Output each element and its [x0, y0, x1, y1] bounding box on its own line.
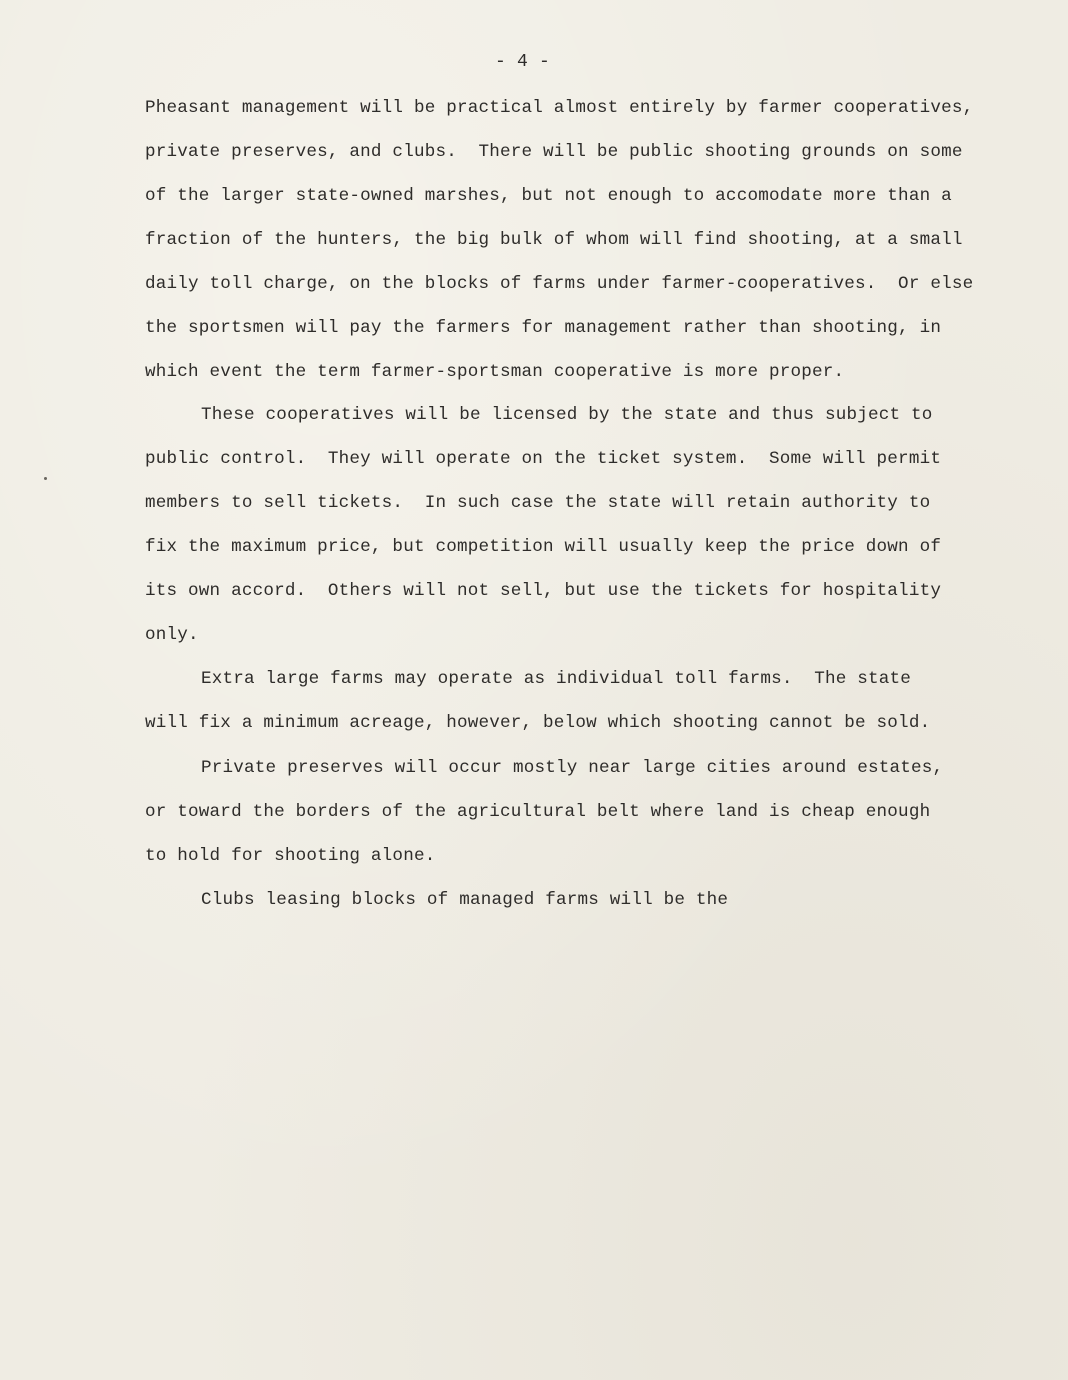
- paragraph-1-line-7: which event the term farmer-sportsman cooperative is more proper.: [145, 362, 845, 382]
- paragraph-2-line-5: its own accord. Others will not sell, but use the tickets for hospitality: [145, 581, 942, 601]
- paragraph-1-line-5: daily toll charge, on the blocks of farms under farmer-cooperatives. Or else: [145, 274, 974, 294]
- paragraph-1-line-6: the sportsmen will pay the farmers for management rather than shooting, in: [145, 318, 942, 338]
- paragraph-2-line-1: These cooperatives will be licensed by the state and thus subject to: [201, 405, 933, 425]
- paragraph-2-line-3: members to sell tickets. In such case the state will retain authority to: [145, 493, 931, 513]
- paragraph-3-line-2: will fix a minimum acreage, however, below which shooting cannot be sold.: [145, 713, 931, 733]
- page-number: - 4 -: [495, 52, 551, 72]
- paragraph-1-line-4: fraction of the hunters, the big bulk of whom will find shooting, at a small: [145, 230, 963, 250]
- paragraph-5-line-1: Clubs leasing blocks of managed farms will be the: [201, 890, 729, 910]
- paragraph-3-line-1: Extra large farms may operate as individual toll farms. The state: [201, 669, 912, 689]
- paragraph-2-line-4: fix the maximum price, but competition will usually keep the price down of: [145, 537, 942, 557]
- paragraph-1-line-3: of the larger state-owned marshes, but not enough to accomodate more than a: [145, 186, 952, 206]
- paragraph-2-line-6: only.: [145, 625, 199, 645]
- paragraph-1-line-2: private preserves, and clubs. There will be public shooting grounds on some: [145, 142, 963, 162]
- paragraph-4-line-3: to hold for shooting alone.: [145, 846, 436, 866]
- paragraph-4-line-1: Private preserves will occur mostly near large cities around estates,: [201, 758, 944, 778]
- paragraph-1-line-1: Pheasant management will be practical almost entirely by farmer cooperatives,: [145, 98, 974, 118]
- paragraph-4-line-2: or toward the borders of the agricultural belt where land is cheap enough: [145, 802, 931, 822]
- paper-speck: [44, 477, 47, 480]
- paragraph-2-line-2: public control. They will operate on the ticket system. Some will permit: [145, 449, 942, 469]
